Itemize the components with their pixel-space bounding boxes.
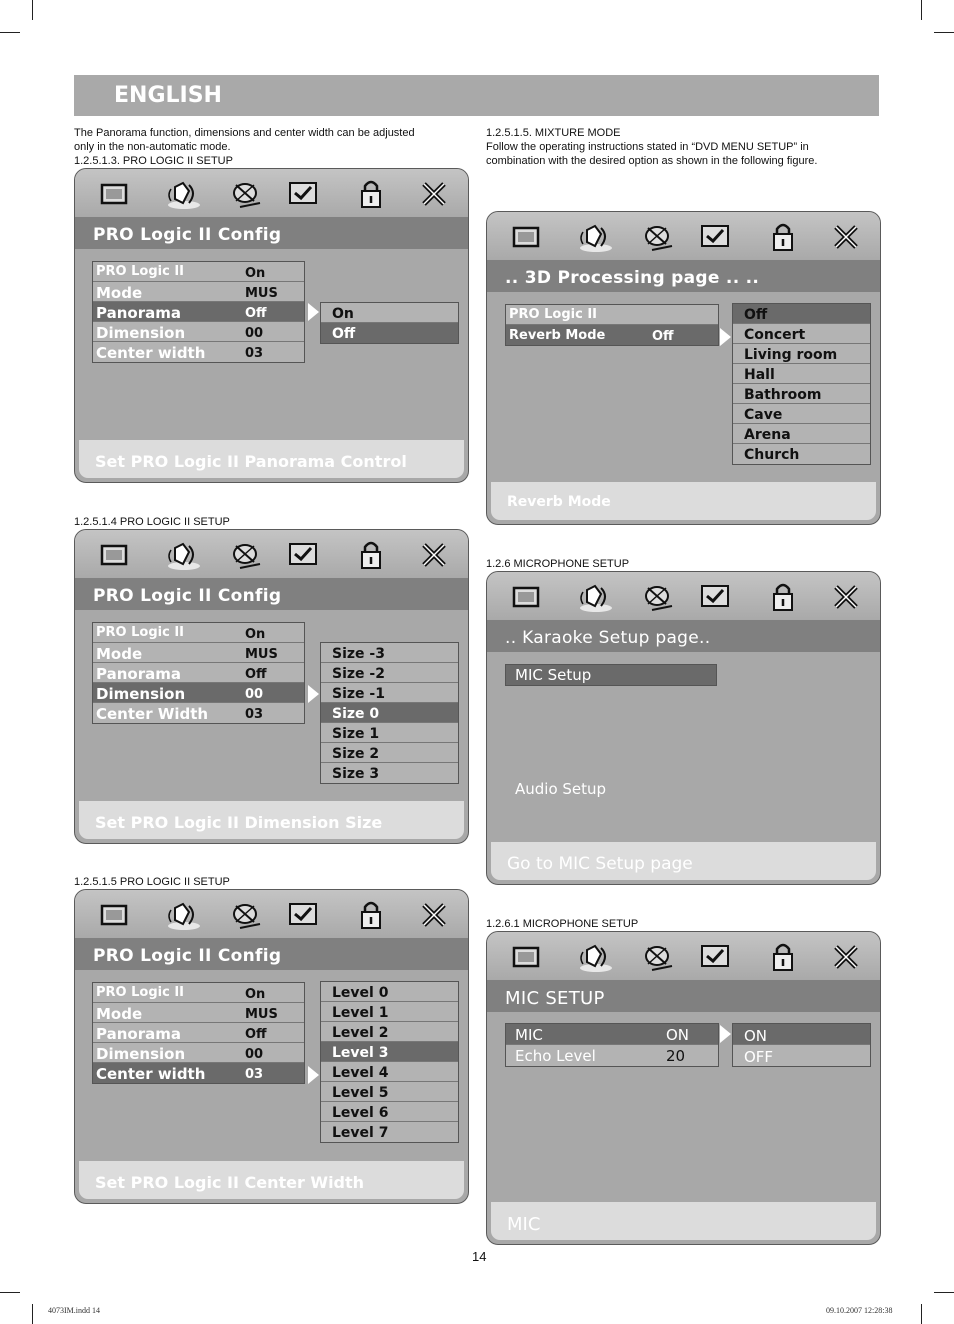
setting-value: ON [666,1026,690,1044]
setting-label: Panorama [96,1025,181,1043]
settings-row[interactable] [93,282,304,302]
option-item[interactable] [733,424,870,444]
setting-value: On [245,266,266,281]
menu-icon-bar [487,572,880,620]
settings-table [505,304,719,346]
option-item[interactable] [321,982,458,1002]
settings-row[interactable] [93,643,304,663]
settings-row[interactable] [93,262,304,282]
screen-title-bar [75,938,468,970]
settings-table [92,622,305,724]
screen-title: .. Karaoke Setup page.. [505,628,711,648]
padlock-icon[interactable] [766,220,800,254]
status-bar [491,1202,876,1240]
option-label: Size -2 [332,666,385,682]
checkmark-preferences-icon[interactable] [286,898,320,932]
speaker-audio-icon[interactable] [167,177,201,211]
option-label: ON [744,1027,768,1045]
menu-icon-bar [487,932,880,980]
option-item[interactable] [321,723,458,743]
speaker-audio-icon[interactable] [167,898,201,932]
checkmark-preferences-icon[interactable] [286,538,320,572]
option-label: Off [744,307,768,323]
screen-title: PRO Logic II Config [93,946,282,966]
close-icon[interactable] [417,538,451,572]
setting-value: 20 [666,1047,686,1065]
option-label: Level 0 [332,985,389,1001]
padlock-icon[interactable] [354,898,388,932]
option-item[interactable] [733,384,870,404]
option-label: Level 2 [332,1025,389,1041]
footer-timestamp: 09.10.2007 12:28:38 [826,1306,893,1315]
setting-label: Center width [96,1065,206,1083]
setting-label: PRO Logic II [96,625,184,640]
settings-row-selected[interactable] [506,325,718,345]
status-text: Go to MIC Setup page [507,854,693,874]
submenu-arrow-icon [720,328,731,346]
satellite-dish-icon[interactable] [642,940,676,974]
option-item[interactable] [733,304,870,324]
submenu-arrow-icon [308,303,319,321]
option-label: Bathroom [744,387,822,403]
close-icon[interactable] [417,177,451,211]
settings-row[interactable] [506,1045,718,1066]
options-list [320,642,459,784]
setting-label: Mode [96,645,143,663]
close-icon[interactable] [417,898,451,932]
option-label: Cave [744,407,783,423]
satellite-dish-icon[interactable] [642,580,676,614]
setting-label: PRO Logic II [509,307,597,322]
setting-label: Dimension [96,1045,186,1063]
option-label: Level 5 [332,1085,389,1101]
setting-label: Panorama [96,304,181,322]
option-item[interactable] [321,663,458,683]
option-label: Size 0 [332,706,380,722]
status-text: Set PRO Logic II Dimension Size [95,813,383,832]
option-label: Size -1 [332,686,385,702]
language-header [74,75,879,116]
intro-text: The Panorama function, dimensions and center width can be adjusted only in the non-automatic mode. 1.2.5.1.3. PRO LOGIC II SETUP [74,127,415,167]
settings-row[interactable] [93,342,304,362]
settings-table [505,1023,719,1067]
status-bar [491,482,876,520]
options-list [320,302,459,344]
option-item[interactable] [733,324,870,344]
setting-value: MUS [245,647,278,662]
option-item-selected[interactable] [321,323,458,343]
close-icon[interactable] [829,580,863,614]
setting-value: 00 [245,326,264,341]
screen-title-bar [487,620,880,652]
setting-label: Mode [96,284,143,302]
crop-mark [0,1292,20,1293]
setting-label: Center width [96,344,206,362]
padlock-icon[interactable] [354,177,388,211]
option-item[interactable] [321,1102,458,1122]
option-label: Off [332,326,356,342]
karaoke-setup-screen [486,571,881,885]
option-label: Level 3 [332,1045,389,1061]
padlock-icon[interactable] [354,538,388,572]
setting-value: On [245,627,266,642]
mic-setup-item[interactable] [505,664,717,686]
setting-label: PRO Logic II [96,985,184,1000]
status-bar [79,440,464,478]
option-label: Level 7 [332,1125,389,1141]
options-list [732,303,871,465]
setting-value: On [245,987,266,1002]
settings-row[interactable] [93,322,304,342]
checkmark-preferences-icon[interactable] [698,940,732,974]
close-icon[interactable] [829,940,863,974]
option-item-selected[interactable] [321,1042,458,1062]
setting-label: MIC [515,1026,543,1044]
option-item[interactable] [321,1082,458,1102]
settings-row[interactable] [93,1003,304,1023]
status-bar [79,801,464,839]
footer-file-info: 4073IM.indd 14 [48,1306,100,1315]
option-label: Concert [744,327,806,343]
settings-row[interactable] [93,703,304,723]
satellite-dish-icon[interactable] [230,177,264,211]
satellite-dish-icon[interactable] [642,220,676,254]
crop-mark [934,32,954,33]
option-label: Level 6 [332,1105,389,1121]
tv-monitor-icon[interactable] [97,177,131,211]
settings-row-selected[interactable] [93,302,304,322]
3d-processing-screen [486,211,881,525]
tv-monitor-icon[interactable] [97,898,131,932]
option-label: Level 1 [332,1005,389,1021]
setting-value: 00 [245,687,264,702]
option-item[interactable] [321,643,458,663]
pro-logic-dimension-screen [74,529,469,844]
screen-title-bar [75,217,468,249]
setting-label: Dimension [96,685,186,703]
status-bar [491,842,876,880]
option-item[interactable] [733,344,870,364]
option-label: Size 3 [332,766,380,782]
option-item[interactable] [733,1045,870,1066]
setting-value: 03 [245,707,264,722]
option-label: OFF [744,1048,774,1066]
option-item-selected[interactable] [733,1024,870,1045]
settings-table [92,261,305,363]
crop-mark [32,1304,33,1324]
option-label: Hall [744,367,775,383]
checkmark-preferences-icon[interactable] [698,220,732,254]
settings-row[interactable] [93,623,304,643]
crop-mark [921,0,922,20]
pro-logic-center-width-screen [74,889,469,1204]
option-item-selected[interactable] [321,703,458,723]
setting-value: 00 [245,1047,264,1062]
option-item[interactable] [321,683,458,703]
settings-row[interactable] [93,1023,304,1043]
option-item[interactable] [321,743,458,763]
caption: 1.2.6.1 MICROPHONE SETUP [486,918,639,930]
mic-setup-label: MIC Setup [515,666,592,684]
pro-logic-panorama-screen [74,168,469,483]
checkmark-preferences-icon[interactable] [286,177,320,211]
option-label: Size 1 [332,726,380,742]
mixture-mode-text: 1.2.5.1.5. MIXTURE MODE Follow the operating instructions stated in “DVD MENU SETUP” in combination with the desired option as shown in the following figure. [486,127,818,167]
audio-setup-label[interactable]: Audio Setup [515,780,607,798]
checkmark-preferences-icon[interactable] [698,580,732,614]
tv-monitor-icon[interactable] [97,538,131,572]
option-item[interactable] [733,404,870,424]
settings-row[interactable] [93,663,304,683]
tv-monitor-icon[interactable] [509,220,543,254]
settings-row[interactable] [506,305,718,325]
submenu-arrow-icon [308,685,319,703]
screen-title-bar [487,260,880,292]
setting-label: PRO Logic II [96,264,184,279]
screen-title: PRO Logic II Config [93,225,282,245]
option-label: Level 4 [332,1065,389,1081]
option-label: Church [744,447,800,463]
settings-row-selected[interactable] [93,683,304,703]
option-item[interactable] [321,1002,458,1022]
tv-monitor-icon[interactable] [509,940,543,974]
setting-value: MUS [245,1007,278,1022]
setting-value: Off [245,306,267,321]
status-text: Set PRO Logic II Center Width [95,1173,365,1192]
speaker-audio-icon[interactable] [167,538,201,572]
speaker-audio-icon[interactable] [579,580,613,614]
menu-icon-bar [487,212,880,260]
setting-value: Off [245,667,267,682]
screen-title-bar [487,980,880,1012]
settings-row-selected[interactable] [506,1024,718,1045]
screen-title: PRO Logic II Config [93,586,282,606]
setting-value: Off [652,329,674,344]
crop-mark [0,32,20,33]
crop-mark [921,1304,922,1324]
option-item[interactable] [321,303,458,323]
screen-title: .. 3D Processing page .. .. [505,268,760,288]
submenu-arrow-icon [720,1025,731,1043]
setting-label: Dimension [96,324,186,342]
settings-table [92,982,305,1084]
satellite-dish-icon[interactable] [230,898,264,932]
options-list [320,981,459,1143]
page-number: 14 [472,1249,487,1264]
settings-row[interactable] [93,1043,304,1063]
setting-label: Mode [96,1005,143,1023]
settings-row-selected[interactable] [93,1063,304,1083]
option-item[interactable] [321,1122,458,1142]
screen-title: MIC SETUP [505,988,605,1009]
setting-value: MUS [245,286,278,301]
menu-icon-bar [75,169,468,217]
status-bar [79,1161,464,1199]
speaker-audio-icon[interactable] [579,220,613,254]
option-item[interactable] [321,1022,458,1042]
option-item[interactable] [321,763,458,783]
caption: 1.2.5.1.4 PRO LOGIC II SETUP [74,516,230,528]
setting-label: Reverb Mode [509,328,606,343]
options-list [732,1023,871,1067]
option-label: Size 2 [332,746,380,762]
screen-title-bar [75,578,468,610]
status-text: MIC [507,1214,541,1235]
satellite-dish-icon[interactable] [230,538,264,572]
setting-value: 03 [245,346,264,361]
settings-row[interactable] [93,983,304,1003]
setting-label: Center Width [96,705,209,723]
option-label: Arena [744,427,791,443]
setting-value: Off [245,1027,267,1042]
option-label: Size -3 [332,646,385,662]
status-text: Set PRO Logic II Panorama Control [95,452,407,471]
crop-mark [32,0,33,20]
option-label: Living room [744,347,838,363]
setting-value: 03 [245,1067,264,1082]
menu-icon-bar [75,530,468,578]
submenu-arrow-icon [308,1066,319,1084]
padlock-icon[interactable] [766,580,800,614]
menu-icon-bar [75,890,468,938]
speaker-audio-icon[interactable] [579,940,613,974]
mic-setup-screen [486,931,881,1245]
tv-monitor-icon[interactable] [509,580,543,614]
close-icon[interactable] [829,220,863,254]
setting-label: Echo Level [515,1047,596,1065]
status-text: Reverb Mode [507,494,611,510]
option-label: On [332,306,354,322]
padlock-icon[interactable] [766,940,800,974]
header-title: ENGLISH [114,83,222,108]
caption: 1.2.5.1.5 PRO LOGIC II SETUP [74,876,230,888]
caption: 1.2.6 MICROPHONE SETUP [486,558,630,570]
option-item[interactable] [733,444,870,464]
setting-label: Panorama [96,665,181,683]
crop-mark [934,1292,954,1293]
option-item[interactable] [321,1062,458,1082]
option-item[interactable] [733,364,870,384]
